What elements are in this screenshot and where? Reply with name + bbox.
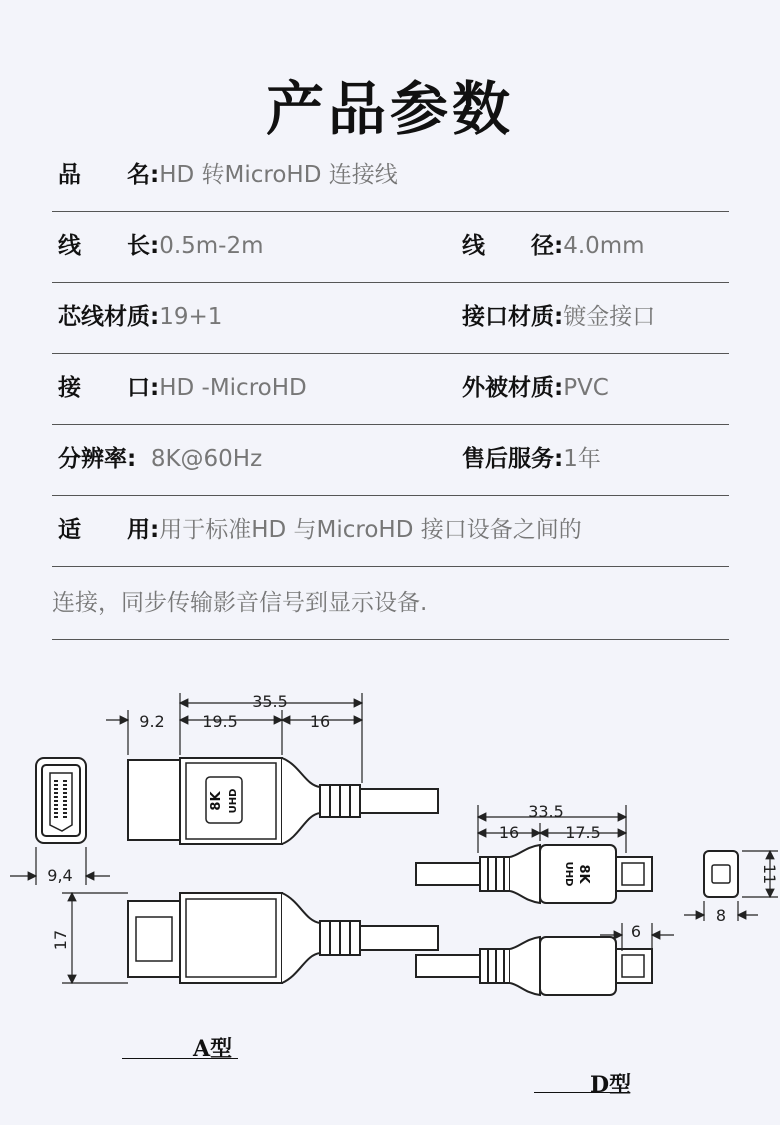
spec-value: 1年: [563, 446, 601, 472]
spec-value: 连接，同步传输影音信号到显示设备.: [52, 590, 428, 616]
spec-value: 19+1: [159, 304, 223, 330]
badge-8k-text: 8K: [209, 791, 224, 811]
spec-label: 品 名:: [58, 162, 160, 188]
dim-type-a-height: 17: [51, 929, 70, 951]
dim-type-a-width: 9,4: [47, 866, 73, 885]
spec-label: 接 口:: [58, 375, 160, 401]
spec-label: 售后服务:: [462, 446, 564, 472]
page-title: 产品参数: [265, 75, 514, 143]
spec-value: 4.0mm: [563, 233, 645, 259]
spec-value: HD -MicroHD: [159, 375, 307, 401]
spec-label: 接口材质:: [462, 304, 564, 330]
dimension-drawing: [0, 655, 780, 1125]
dim-type-a-right: 16: [309, 712, 331, 731]
dim-type-a-overall: 35.5: [252, 692, 288, 711]
dim-type-d-overall: 33.5: [528, 802, 564, 821]
badge-8k-text: 8K: [576, 864, 591, 884]
badge-uhd-text: UHD: [228, 788, 239, 814]
spec-row-length: [52, 211, 729, 283]
spec-label: 分辨率:: [58, 446, 137, 472]
spec-label: 线 径:: [462, 233, 564, 259]
spec-row-resolution: [52, 424, 729, 496]
spec-value: 0.5m-2m: [159, 233, 264, 259]
spec-row-interface: [52, 353, 729, 425]
spec-label: 外被材质:: [462, 375, 564, 401]
dim-type-d-left: 16: [498, 823, 520, 842]
spec-value: HD 转MicroHD 连接线: [159, 162, 398, 188]
badge-uhd-text: UHD: [563, 861, 574, 887]
spec-row-name: [52, 140, 729, 212]
dim-type-d-tip: 6: [630, 922, 642, 941]
spec-row-usage: [52, 495, 729, 567]
spec-value: PVC: [563, 375, 609, 401]
spec-row-material: [52, 282, 729, 354]
spec-label: 适 用:: [58, 517, 160, 543]
dim-type-d-width: 8: [715, 906, 727, 925]
spec-value: 用于标准HD 与MicroHD 接口设备之间的: [159, 517, 582, 543]
dim-type-d-right: 17.5: [565, 823, 601, 842]
spec-row-usage-continued: [52, 568, 729, 640]
dim-type-d-height: 11: [760, 863, 779, 885]
uhd-badge: [563, 862, 591, 887]
hdmi-plug-tip: [128, 760, 180, 840]
spec-label: 线 长:: [58, 233, 160, 259]
dim-type-a-left: 9.2: [139, 712, 165, 731]
spec-label: 芯线材质:: [58, 304, 160, 330]
dim-type-a-mid: 19.5: [202, 712, 238, 731]
caption-type-d: D型: [590, 1072, 632, 1098]
spec-value: 8K@60Hz: [150, 446, 263, 472]
uhd-badge: [206, 777, 242, 823]
caption-type-a: A型: [193, 1036, 233, 1062]
spec-value: 镀金接口: [563, 304, 656, 330]
